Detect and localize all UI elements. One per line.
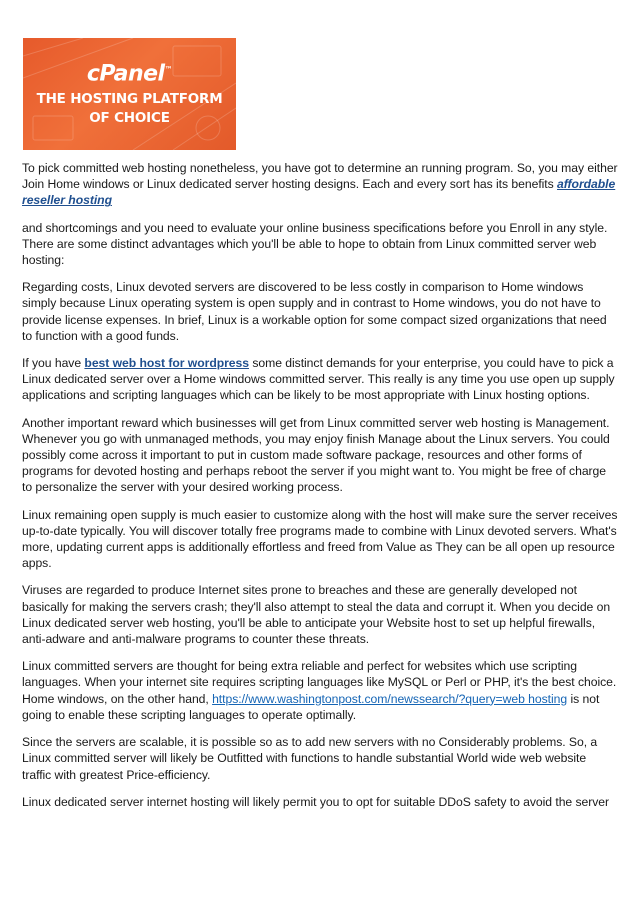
paragraph-8-text-after: is not going to enable these scripting languages to operate optimally. [22, 691, 600, 722]
paragraph-5: Another important reward which businesses will get from Linux committed server web hosting is Management. Whenever you go with unmanaged methods, you may enjoy finish Manage about the Linux servers. You could possibly come across it important to put in custom made software package, resources and other forms of programs for devoted hosting and perhaps reboot the server if you might want to. You might be free of charge to personalize the server with your desired working process. [22, 415, 610, 495]
cpanel-banner-image [23, 38, 236, 150]
paragraph-7: Viruses are regarded to produce Internet sites prone to breaches and these are generally developed not basically for making the servers crash; they'll also attempt to steal the data and corrupt it. When you decide on Linux dedicated server web hosting, you'll be able to anticipate your Website host to set up helpful firewalls, anti-adware and anti-malware programs to counter these threats. [22, 583, 611, 647]
cpanel-logo-text: cPanel [86, 61, 165, 87]
washingtonpost-search-link[interactable]: https://www.washingtonpost.com/newssearch/?query=web hosting [212, 691, 568, 706]
banner-tagline [23, 90, 236, 128]
trademark-symbol: ™ [164, 65, 173, 74]
paragraph-2: and shortcomings and you need to evaluate your online business specifications before you Enroll in any style. There are some distinct advantages which you'll be able to hope to obtain from Linux committed server web hosting: [22, 220, 608, 268]
paragraph-4 [22, 355, 618, 404]
paragraph-1 [22, 160, 618, 209]
paragraph-10: Linux dedicated server internet hosting will likely permit you to opt for suitable DDoS safety to avoid the server [22, 794, 610, 809]
paragraph-1-text: To pick committed web hosting nonetheless, you have got to determine an running program. So, you may either Join Home windows or Linux dedicated server hosting designs. Each and every sort has its benefits [22, 161, 618, 192]
affordable-reseller-hosting-link[interactable]: affordable reseller hosting [22, 177, 616, 208]
paragraph-4-text-after: some distinct demands for your enterprise, you could have to pick a Linux dedicated server over a Home windows committed server. This really is any time you use open up supply applications and scripting languages which can be likely to be most appropriate with Linux hosting options. [22, 356, 615, 403]
banner-tagline-line-2: OF CHOICE [89, 110, 170, 126]
article-body [22, 160, 618, 821]
cpanel-logo [23, 58, 236, 86]
paragraph-8 [22, 658, 618, 723]
paragraph-8-text-before: Linux committed servers are thought for being extra reliable and perfect for websites which use scripting languages. When your internet site requires scripting languages like MySQL or Perl or PHP, it's the best choice. Home windows, on the other hand, [22, 659, 617, 706]
paragraph-6: Linux remaining open supply is much easier to customize along with the host will make sure the server receives up-to-date typically. You will discover totally free programs made to combine with Linux devoted servers. What's more, updating current apps is additionally effortless and freed from Value as They can be all open up resource apps. [22, 507, 618, 571]
paragraph-4-text-before: If you have [22, 356, 85, 371]
paragraph-9: Since the servers are scalable, it is possible so as to add new servers with no Considerably problems. So, a Linux committed server will likely be Outfitted with functions to handle substantial World wide web website traffic with greatest Price-efficiency. [22, 735, 598, 782]
best-web-host-link[interactable]: best web host for wordpress [84, 356, 249, 371]
paragraph-3: Regarding costs, Linux devoted servers are discovered to be less costly in comparison to Home windows simply because Linux operating system is open supply and in contrast to Home windows, you do not have to provide license expenses. In brief, Linux is a workable option for some compact sized organizations that need to function with a good funds. [22, 280, 607, 343]
banner-tagline-line-1: THE HOSTING PLATFORM [36, 91, 223, 107]
